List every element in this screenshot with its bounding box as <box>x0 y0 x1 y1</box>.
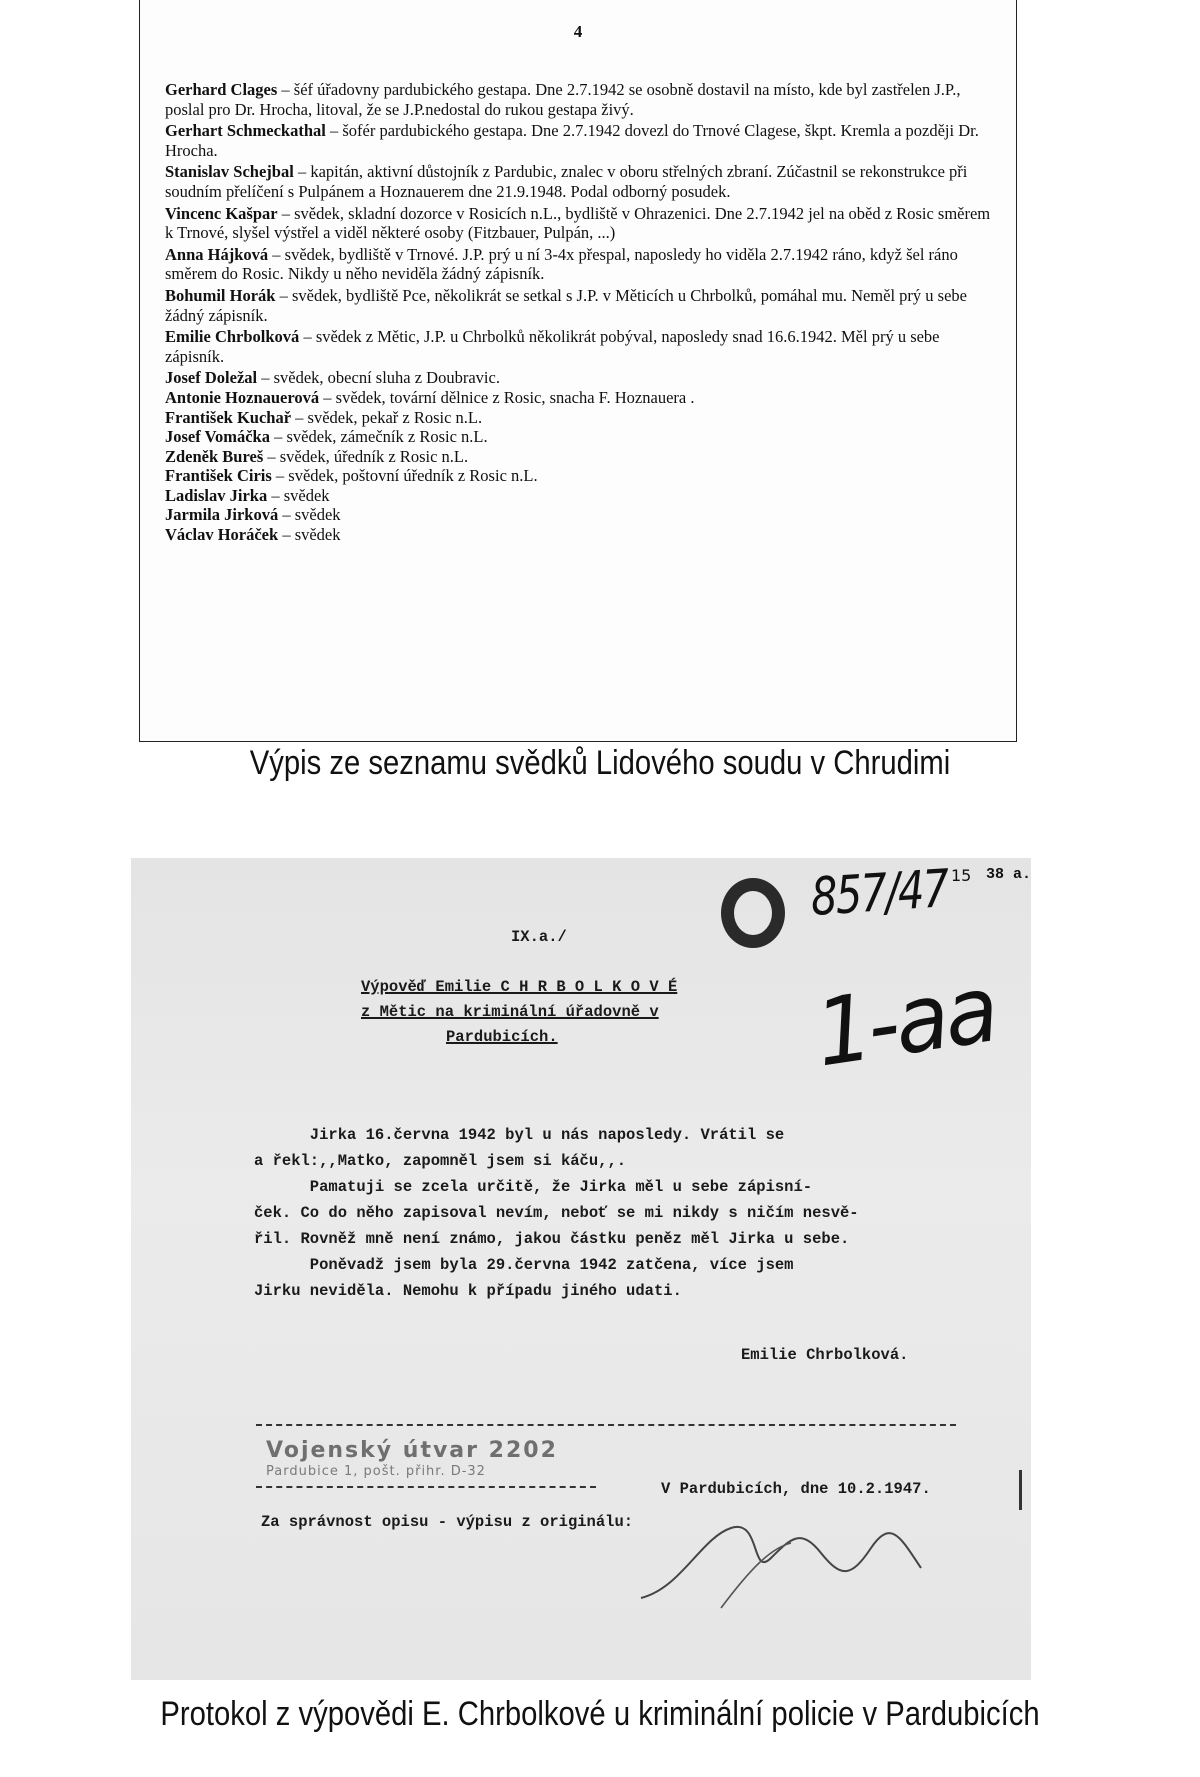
witness-description: – svědek, bydliště v Trnové. J.P. prý u ní 3-4x přespal, naposledy ho viděla 2.7.1942 ráno, když šel ráno směrem do Rosic. Nikdy u něho neviděla žádný zápisník. <box>165 244 958 284</box>
stamp-o-mark <box>721 878 785 948</box>
handwritten-code: 1-aa <box>809 955 1001 1088</box>
handwritten-file-number: 857/47 <box>809 859 949 928</box>
witness-entry <box>165 80 995 119</box>
witness-name: Antonie Hoznauerová <box>165 387 320 407</box>
witness-description: – svědek, zámečník z Rosic n.L. <box>274 427 488 447</box>
witness-list <box>165 80 995 545</box>
divider-dashed-short <box>256 1486 596 1488</box>
body-line-3: Pamatuji se zcela určitě, že Jirka měl u sebe zápisní- <box>254 1178 813 1196</box>
witness-description: – svědek, pekař z Rosic n.L. <box>295 407 483 427</box>
witness-entry <box>165 525 995 545</box>
witness-description: – šofér pardubického gestapa. Dne 2.7.1942 dovezl do Trnové Clagese, škpt. Kremla a později Dr. Hrocha. <box>165 121 979 160</box>
divider-dashed <box>256 1424 956 1426</box>
witness-description: – svědek, skladní dozorce v Rosicích n.L., bydliště v Ohrazenici. Dne 2.7.1942 jel na oběd z Rosic směrem k Trnové, slyšel výstřel a viděl některé osoby (Fitzbauer, Pulpán, ...) <box>165 203 991 243</box>
page-number: 4 <box>573 22 583 41</box>
witness-name: František Kuchař <box>165 407 292 427</box>
place-date: V Pardubicích, dne 10.2.1947. <box>661 1480 931 1498</box>
body-line-2: a řekl:,,Matko, zapomněl jsem si káču,,. <box>254 1152 627 1170</box>
witness-description: – svědek, poštovní úředník z Rosic n.L. <box>275 466 538 486</box>
witness-name: Gerhart Schmeckathal <box>165 121 326 141</box>
witness-name: Václav Horáček <box>165 525 279 545</box>
body-line-5: řil. Rovněž mně není známo, jakou částku peněz měl Jirka u sebe. <box>254 1230 850 1248</box>
witness-name: Gerhard Clages <box>165 80 278 99</box>
witness-entry <box>165 204 995 243</box>
handwritten-superscript: 15 <box>951 866 972 885</box>
witness-entry <box>165 408 995 428</box>
witness-description: – svědek, obecní sluha z Doubravic. <box>261 368 500 388</box>
witness-entry <box>165 388 995 408</box>
witness-entry <box>165 245 995 284</box>
reference-number: IX.a./ <box>511 928 567 946</box>
witness-name: Vincenc Kašpar <box>165 203 278 223</box>
vertical-mark <box>1019 1470 1022 1510</box>
witness-description: – svědek z Mětic, J.P. u Chrbolků několikrát pobýval, naposledy snad 16.6.1942. Měl prý u sebe zápisník. <box>165 327 940 366</box>
witness-name: Emilie Chrbolková <box>165 327 300 347</box>
witness-entry <box>165 427 995 447</box>
witness-entry <box>165 486 995 506</box>
witness-name: Anna Hájková <box>165 244 269 264</box>
corner-mark: 38 a. <box>986 866 1031 883</box>
witness-list-document <box>139 0 1017 742</box>
caption-protocol: Protokol z výpovědi E. Chrbolkové u kriminální policie v Pardubicích <box>160 1695 1040 1733</box>
witness-name: Ladislav Jirka <box>165 485 268 505</box>
body-line-7: Jirku neviděla. Nemohu k případu jiného udati. <box>254 1282 682 1300</box>
witness-description: – svědek, tovární dělnice z Rosic, snacha F. Hoznauera . <box>323 387 695 407</box>
body-line-1: Jirka 16.června 1942 byl u nás naposledy. Vrátil se <box>254 1126 785 1144</box>
witness-description: – svědek <box>271 485 330 505</box>
body-line-6: Poněvadž jsem byla 29.června 1942 zatčena, více jsem <box>254 1256 794 1274</box>
body-line-4: ček. Co do něho zapisoval nevím, neboť se mi nikdy s ničím nesvě- <box>254 1204 859 1222</box>
witness-description: – svědek, úředník z Rosic n.L. <box>267 446 469 466</box>
witness-name: František Ciris <box>165 466 272 486</box>
title-line-1: Výpověď Emilie C H R B O L K O V É <box>361 978 678 996</box>
witness-entry <box>165 447 995 467</box>
witness-description: – šéf úřadovny pardubického gestapa. Dne 2.7.1942 se osobně dostavil na místo, kde byl zastřelen J.P., poslal pro Dr. Hrocha, litoval, že se J.P.nedostal do rukou gestapa živý. <box>165 80 961 119</box>
witness-entry <box>165 368 995 388</box>
witness-name: Jarmila Jirková <box>165 505 279 525</box>
witness-name: Josef Doležal <box>165 368 258 388</box>
witness-name: Bohumil Horák <box>165 285 276 305</box>
witness-name: Stanislav Schejbal <box>165 162 294 182</box>
witness-description: – svědek, bydliště Pce, několikrát se setkal s J.P. v Měticích u Chrbolků, pomáhal mu. Neměl prý u sebe žádný zápisník. <box>165 285 967 325</box>
stamp-unit: Vojenský útvar 2202 <box>266 1438 558 1463</box>
title-line-2: z Mětic na kriminální úřadovně v <box>361 1003 659 1021</box>
witness-description: – svědek <box>282 525 341 545</box>
witness-entry <box>165 162 995 201</box>
handwritten-signature-scribble <box>621 1498 941 1618</box>
witness-entry <box>165 327 995 366</box>
caption-witness-list: Výpis ze seznamu svědků Lidového soudu v Chrudimi <box>249 744 951 782</box>
witness-entry <box>165 286 995 325</box>
witness-entry <box>165 466 995 486</box>
witness-entry <box>165 121 995 160</box>
certification-line: Za správnost opisu - výpisu z originálu: <box>261 1513 634 1531</box>
stamp-address: Pardubice 1, pošt. přihr. D-32 <box>266 1464 486 1479</box>
witness-description: – svědek <box>282 505 341 525</box>
witness-entry <box>165 505 995 525</box>
witness-name: Zdeněk Bureš <box>165 446 264 466</box>
witness-name: Josef Vomáčka <box>165 427 270 447</box>
title-line-3: Pardubicích. <box>446 1028 558 1046</box>
witness-description: – kapitán, aktivní důstojník z Pardubic, znalec v oboru střelných zbraní. Zúčastnil se rekonstrukce při soudním přelíčení s Pulpánem a Hoznauerem dne 21.9.1948. Podal odborný posudek. <box>165 162 968 201</box>
protocol-document <box>131 858 1031 1680</box>
typed-signature: Emilie Chrbolková. <box>741 1346 909 1364</box>
